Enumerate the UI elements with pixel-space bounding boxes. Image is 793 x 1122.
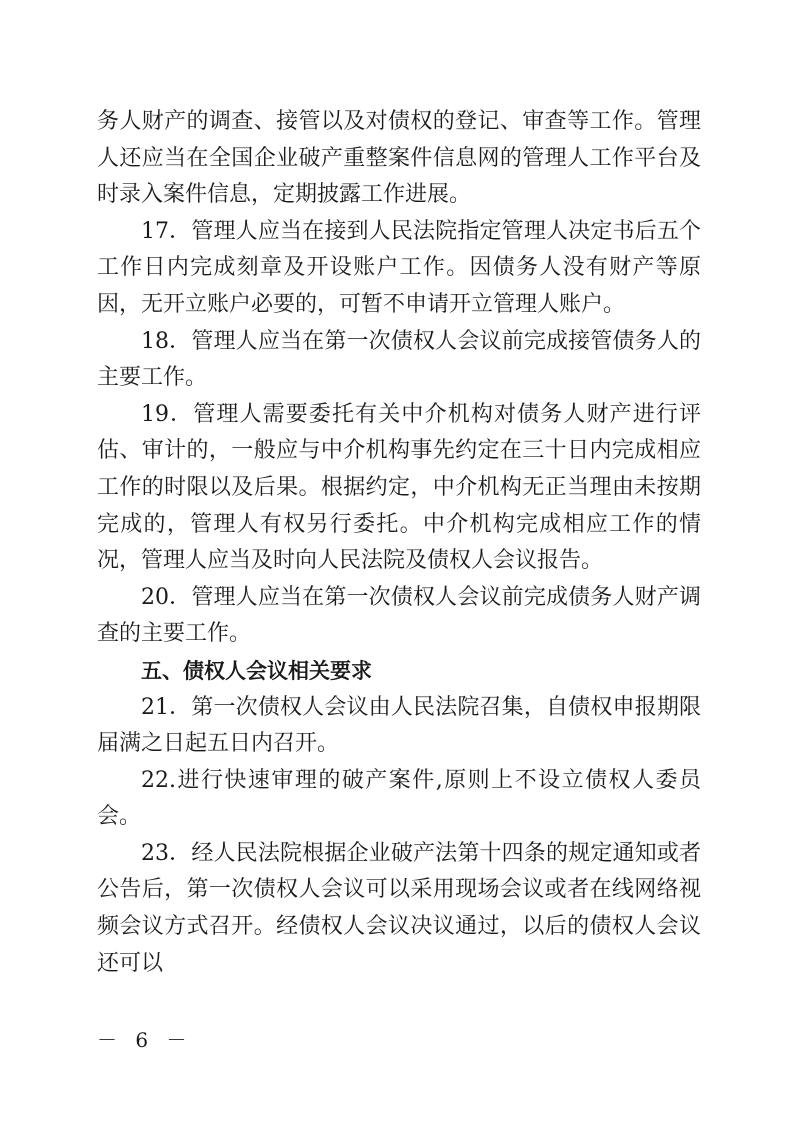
paragraph-item-19: 19．管理人需要委托有关中介机构对债务人财产进行评估、审计的，一般应与中介机构事先约定在三十日内完成相应工作的时限以及后果。根据约定，中介机构无正当理由未按期完成的，管理人有权另行委托。中介机构完成相应工作的情况，管理人应当及时向人民法院及债权人会议报告。 xyxy=(97,401,701,574)
paragraph-item-22: 22.进行快速审理的破产案件,原则上不设立债权人委员会。 xyxy=(97,767,701,830)
paragraph-item-21: 21．第一次债权人会议由人民法院召集，自债权申报期限届满之日起五日内召开。 xyxy=(97,694,701,757)
paragraph-item-20: 20．管理人应当在第一次债权人会议前完成债务人财产调查的主要工作。 xyxy=(97,584,701,647)
document-body xyxy=(97,104,701,982)
paragraph-item-17: 17．管理人应当在接到人民法院指定管理人决定书后五个工作日内完成刻章及开设账户工作。因债务人没有财产等原因，无开立账户必要的，可暂不申请开立管理人账户。 xyxy=(97,218,701,317)
paragraph-continuation: 务人财产的调查、接管以及对债权的登记、审查等工作。管理人还应当在全国企业破产重整案件信息网的管理人工作平台及时录入案件信息，定期披露工作进展。 xyxy=(97,109,701,208)
section-heading: 五、债权人会议相关要求 xyxy=(141,658,372,683)
page-number: － 6 － xyxy=(97,1028,193,1052)
paragraph-item-23: 23．经人民法院根据企业破产法第十四条的规定通知或者公告后，第一次债权人会议可以采用现场会议或者在线网络视频会议方式召开。经债权人会议决议通过，以后的债权人会议还可以 xyxy=(97,840,701,976)
paragraph-item-18: 18．管理人应当在第一次债权人会议前完成接管债务人的主要工作。 xyxy=(97,328,701,391)
